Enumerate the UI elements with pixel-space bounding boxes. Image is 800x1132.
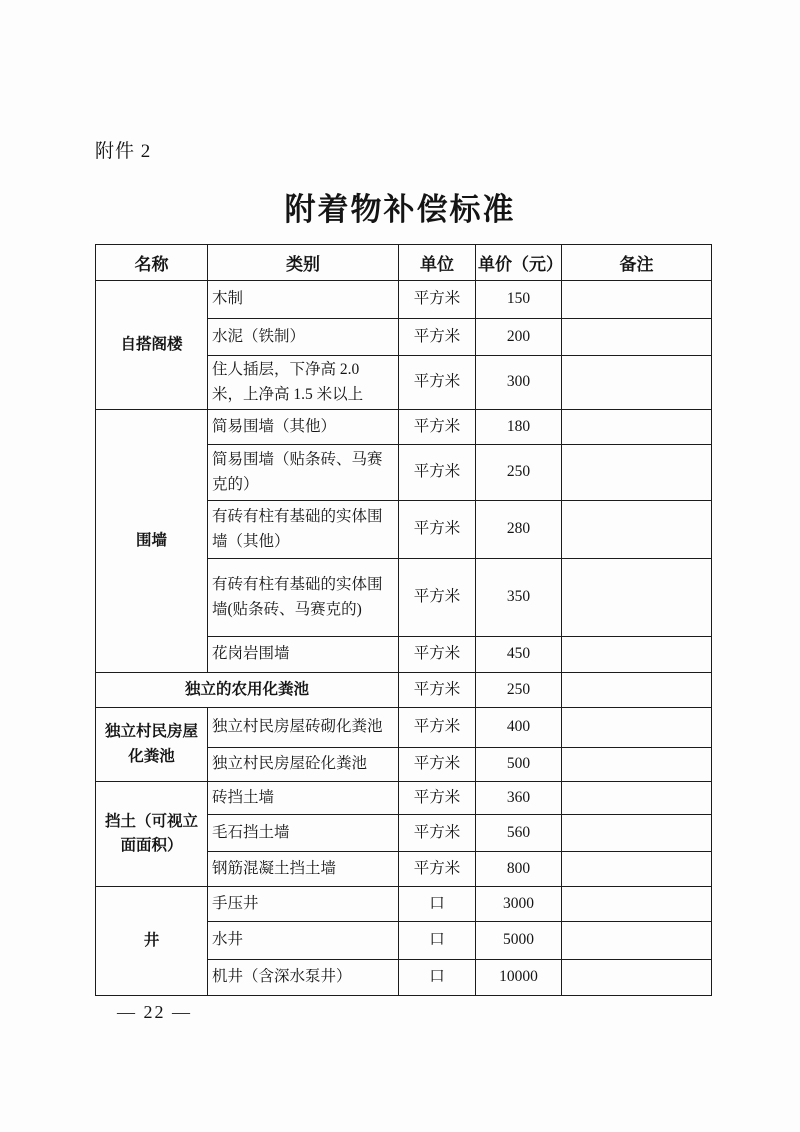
header-price: 单价（元）	[476, 245, 562, 281]
table-row	[96, 673, 712, 708]
note-cell	[562, 637, 712, 673]
note-cell	[562, 410, 712, 445]
price-cell: 180	[476, 410, 562, 445]
note-cell	[562, 319, 712, 356]
unit-cell: 口	[399, 960, 476, 996]
header-unit: 单位	[399, 245, 476, 281]
attachment-label: 附件 2	[95, 141, 152, 162]
category-cell: 简易围墙（贴条砖、马赛克的）	[208, 445, 399, 501]
note-cell	[562, 748, 712, 782]
unit-cell: 平方米	[399, 356, 476, 410]
price-cell: 800	[476, 852, 562, 887]
group-name-cell: 挡土（可视立面面积）	[96, 782, 208, 887]
price-cell: 250	[476, 673, 562, 708]
header-category: 类别	[208, 245, 399, 281]
group-name-cell: 围墙	[96, 410, 208, 673]
note-cell	[562, 673, 712, 708]
unit-cell: 平方米	[399, 748, 476, 782]
unit-cell: 平方米	[399, 815, 476, 852]
price-cell: 560	[476, 815, 562, 852]
group-name-cell: 自搭阁楼	[96, 281, 208, 410]
category-cell: 水泥（铁制）	[208, 319, 399, 356]
price-cell: 150	[476, 281, 562, 319]
page-number: — 22 —	[117, 1002, 192, 1022]
category-cell: 简易围墙（其他）	[208, 410, 399, 445]
note-cell	[562, 708, 712, 748]
category-cell: 木制	[208, 281, 399, 319]
note-cell	[562, 922, 712, 960]
unit-cell: 平方米	[399, 319, 476, 356]
unit-cell: 平方米	[399, 782, 476, 815]
note-cell	[562, 281, 712, 319]
price-cell: 500	[476, 748, 562, 782]
note-cell	[562, 356, 712, 410]
category-cell: 独立村民房屋砼化粪池	[208, 748, 399, 782]
unit-cell: 口	[399, 922, 476, 960]
note-cell	[562, 559, 712, 637]
header-name: 名称	[96, 245, 208, 281]
category-cell: 机井（含深水泵井）	[208, 960, 399, 996]
price-cell: 450	[476, 637, 562, 673]
category-cell: 毛石挡土墙	[208, 815, 399, 852]
price-cell: 10000	[476, 960, 562, 996]
price-cell: 5000	[476, 922, 562, 960]
price-cell: 280	[476, 501, 562, 559]
page-title: 附着物补偿标准	[284, 192, 516, 227]
unit-cell: 平方米	[399, 673, 476, 708]
note-cell	[562, 501, 712, 559]
table-row	[96, 708, 712, 748]
note-cell	[562, 852, 712, 887]
unit-cell: 平方米	[399, 637, 476, 673]
note-cell	[562, 782, 712, 815]
unit-cell: 平方米	[399, 445, 476, 501]
category-cell: 独立村民房屋砖砌化粪池	[208, 708, 399, 748]
header-note: 备注	[562, 245, 712, 281]
note-cell	[562, 960, 712, 996]
category-cell: 花岗岩围墙	[208, 637, 399, 673]
unit-cell: 平方米	[399, 852, 476, 887]
category-cell: 手压井	[208, 887, 399, 922]
unit-cell: 口	[399, 887, 476, 922]
price-cell: 300	[476, 356, 562, 410]
unit-cell: 平方米	[399, 501, 476, 559]
category-cell: 住人插层，下净高 2.0 米，上净高 1.5 米以上	[208, 356, 399, 410]
unit-cell: 平方米	[399, 559, 476, 637]
compensation-table	[95, 244, 712, 996]
price-cell: 360	[476, 782, 562, 815]
table-row	[96, 782, 712, 815]
group-name-cell: 独立村民房屋化粪池	[96, 708, 208, 782]
group-name-cell: 独立的农用化粪池	[96, 673, 399, 708]
price-cell: 400	[476, 708, 562, 748]
category-cell: 钢筋混凝土挡土墙	[208, 852, 399, 887]
group-name-cell: 井	[96, 887, 208, 996]
header-row	[96, 245, 712, 281]
unit-cell: 平方米	[399, 281, 476, 319]
price-cell: 250	[476, 445, 562, 501]
unit-cell: 平方米	[399, 708, 476, 748]
category-cell: 水井	[208, 922, 399, 960]
price-cell: 3000	[476, 887, 562, 922]
price-cell: 200	[476, 319, 562, 356]
category-cell: 有砖有柱有基础的实体围墙（其他）	[208, 501, 399, 559]
note-cell	[562, 445, 712, 501]
table-row	[96, 887, 712, 922]
table-row	[96, 410, 712, 445]
price-cell: 350	[476, 559, 562, 637]
note-cell	[562, 815, 712, 852]
table-row	[96, 281, 712, 319]
category-cell: 有砖有柱有基础的实体围墙(贴条砖、马赛克的)	[208, 559, 399, 637]
category-cell: 砖挡土墙	[208, 782, 399, 815]
note-cell	[562, 887, 712, 922]
unit-cell: 平方米	[399, 410, 476, 445]
